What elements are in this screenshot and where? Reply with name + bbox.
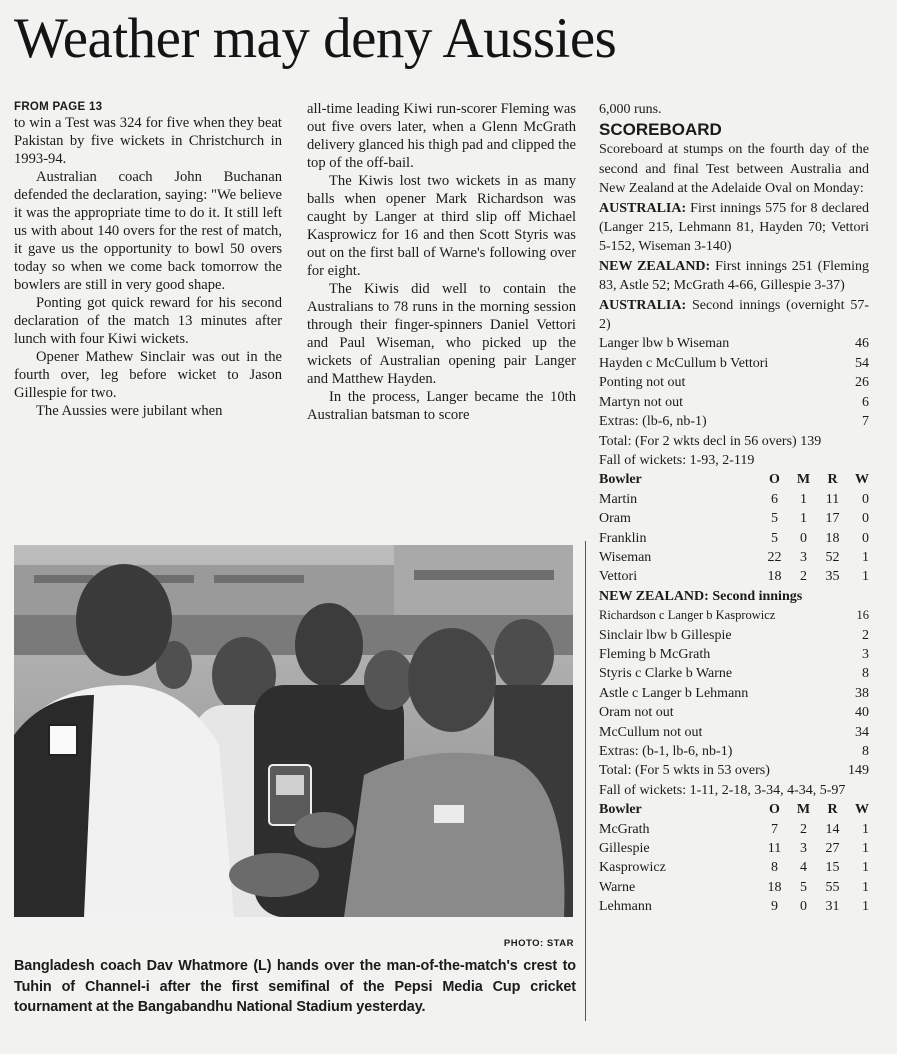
batsman-name: Langer lbw b Wiseman [599, 336, 730, 352]
bowling-row [599, 820, 869, 839]
bowling-figure: 3 [800, 549, 807, 565]
bowling-figure: 18 [825, 530, 840, 546]
batsman-runs: 46 [855, 336, 869, 352]
article-paragraph: Australian coach John Buchanan defended the declaration, saying: "We believe it was the appropriate time to do it. It still left us with about 140 overs for the rest of match, it gave us the opportunity to bowl 50 overs today so when we come back tomorrow the bowlers are still in very good shape. [14, 169, 282, 293]
bowling-figure: 11 [825, 491, 840, 507]
bowling-figure: 5 [800, 879, 807, 895]
bowling-figure: 5 [771, 530, 778, 546]
bowling-figure: 1 [800, 511, 807, 527]
aus-batting-card [599, 334, 869, 431]
bowling-header-cell: Bowler [599, 472, 642, 488]
aus-second-innings: AUSTRALIA: Second innings (overnight 57-2) [599, 297, 869, 333]
aus-bowling-card [599, 820, 869, 917]
bowling-figure: 0 [800, 899, 807, 915]
bowling-row [599, 567, 869, 586]
batsman-runs: 8 [862, 666, 869, 682]
batsman-name: Fleming b McGrath [599, 646, 711, 662]
bowling-figure: 18 [767, 879, 782, 895]
bowling-figure: 1 [862, 569, 869, 585]
batting-row [599, 723, 869, 742]
bowling-header-cell: R [827, 472, 838, 488]
batting-row [599, 703, 869, 722]
bowling-header [599, 470, 869, 489]
scoreboard-intro: Scoreboard at stumps on the fourth day of the second and final Test between Australia and New Zealand at the Adelaide Oval on Monday: [599, 142, 869, 197]
article-paragraph: all-time leading Kiwi run-scorer Fleming was out five overs later, when a Glenn McGrath delivery glanced his thigh pad and clipped the top of the off-bail. [307, 101, 576, 171]
bowling-figure: 0 [862, 530, 869, 546]
batting-row [599, 684, 869, 703]
bowling-figure: 55 [825, 879, 840, 895]
headline: Weather may deny Aussies [14, 7, 617, 70]
bowler-name: Gillespie [599, 841, 650, 857]
batting-row [599, 412, 869, 431]
bowling-figure: 1 [862, 549, 869, 565]
bowling-figure: 1 [862, 879, 869, 895]
bowler-name: Vettori [599, 569, 638, 585]
bowling-header [599, 800, 869, 819]
bowling-figure: 1 [862, 860, 869, 876]
nz-second-innings: NEW ZEALAND: Second innings [599, 588, 803, 604]
batsman-name: Oram not out [599, 705, 674, 721]
batsman-runs: 6 [862, 394, 869, 410]
aus-total: Total: (For 2 wkts decl in 56 overs) 139 [599, 433, 822, 449]
nz-total: Total: (For 5 wkts in 53 overs) 149 [599, 763, 869, 779]
bowling-figure: 17 [825, 511, 840, 527]
batting-row [599, 664, 869, 683]
batsman-runs: 7 [862, 414, 869, 430]
batting-row [599, 354, 869, 373]
bowler-name: Lehmann [599, 899, 652, 915]
batsman-runs: 8 [862, 744, 869, 759]
nz-first-innings: NEW ZEALAND: First innings 251 (Fleming 83, Astle 52; McGrath 4-66, Gillespie 3-37) [599, 258, 869, 294]
scoreboard-title: SCOREBOARD [599, 120, 722, 140]
batsman-name: Ponting not out [599, 375, 686, 391]
bowling-figure: 8 [771, 860, 778, 876]
article-paragraph: Opener Mathew Sinclair was out in the fourth over, leg before wicket to Jason Gillespie for two. [14, 349, 282, 401]
article-continuation: 6,000 runs. [599, 102, 662, 117]
bowling-figure: 3 [800, 841, 807, 857]
bowling-figure: 27 [825, 841, 840, 857]
batting-row [599, 626, 869, 645]
batsman-name: McCullum not out [599, 724, 703, 740]
bowling-figure: 35 [825, 569, 840, 585]
bowling-row [599, 858, 869, 877]
batsman-name: Richardson c Langer b Kasprowicz [599, 608, 776, 623]
batsman-runs: 54 [855, 355, 869, 371]
article-column-2 [307, 100, 576, 424]
bowler-name: Warne [599, 879, 636, 895]
bowling-figure: 7 [771, 821, 778, 837]
bowler-name: McGrath [599, 821, 650, 837]
article-paragraph: Ponting got quick reward for his second declaration of the match 13 minutes after lunch with four Kiwi wickets. [14, 295, 282, 347]
batsman-runs: 26 [855, 375, 869, 391]
bowling-figure: 15 [825, 860, 840, 876]
bowler-name: Kasprowicz [599, 860, 666, 876]
bowling-header-cell: M [796, 472, 811, 488]
aus-first-innings: AUSTRALIA: First innings 575 for 8 declared (Langer 215, Lehmann 81, Hayden 70; Vettori 5-152, Wiseman 3-140) [599, 200, 869, 255]
bowling-row [599, 897, 869, 916]
bowling-header-cell: R [827, 802, 838, 818]
batsman-runs: 34 [855, 724, 869, 740]
batting-row [599, 373, 869, 392]
batsman-runs: 38 [855, 685, 869, 701]
article-paragraph: In the process, Langer became the 10th Australian batsman to score [307, 389, 576, 423]
photo-caption: Bangladesh coach Dav Whatmore (L) hands over the man-of-the-match's crest to Tuhin of Channel-i after the first semifinal of the Pepsi Media Cup cricket tournament at the Bangabandhu National Stadium yesterday. [14, 958, 576, 1015]
bowling-row [599, 509, 869, 528]
batsman-name: Extras: (lb-6, nb-1) [599, 414, 707, 430]
batsman-name: Hayden c McCullum b Vettori [599, 355, 769, 371]
batsman-runs: 3 [862, 646, 869, 662]
bowling-header-cell: Bowler [599, 802, 642, 818]
batting-row [599, 742, 869, 761]
bowling-figure: 6 [771, 491, 778, 507]
nz-batting-card [599, 606, 869, 761]
batsman-name: Extras: (b-1, lb-6, nb-1) [599, 744, 733, 759]
bowling-figure: 22 [767, 549, 782, 565]
bowling-figure: 11 [767, 841, 782, 857]
batsman-runs: 2 [862, 627, 869, 643]
article-paragraph: The Aussies were jubilant when [36, 403, 223, 419]
column-divider [585, 541, 586, 1021]
bowling-header-cell: W [855, 802, 869, 818]
bowling-figure: 2 [800, 821, 807, 837]
page-jump-kicker: FROM PAGE 13 [14, 101, 103, 113]
bowling-row [599, 839, 869, 858]
batsman-runs: 16 [856, 608, 869, 623]
bowling-figure: 0 [800, 530, 807, 546]
batsman-name: Martyn not out [599, 394, 683, 410]
scoreboard-column [599, 100, 869, 917]
news-photo [14, 545, 573, 917]
bowling-figure: 0 [862, 511, 869, 527]
bowling-figure: 52 [825, 549, 840, 565]
nz-fall-of-wickets: Fall of wickets: 1-11, 2-18, 3-34, 4-34, 5-97 [599, 782, 846, 798]
batsman-name: Styris c Clarke b Warne [599, 666, 733, 682]
bowler-name: Franklin [599, 530, 647, 546]
bowling-figure: 9 [771, 899, 778, 915]
bowling-figure: 2 [800, 569, 807, 585]
batting-row [599, 645, 869, 664]
bowling-figure: 14 [825, 821, 840, 837]
article-column-1 [14, 100, 282, 420]
article-paragraph: The Kiwis did well to contain the Australians to 78 runs in the morning session through their finger-spinners Daniel Vettori and Paul Wiseman, who picked up the wickets of Australian opening pair Langer and Matthew Hayden. [307, 281, 576, 387]
bowling-row [599, 490, 869, 509]
bowling-figure: 5 [771, 511, 778, 527]
batting-row [599, 606, 869, 625]
bowler-name: Oram [599, 511, 631, 527]
bowling-header-cell: O [769, 472, 780, 488]
batsman-name: Sinclair lbw b Gillespie [599, 627, 732, 643]
batting-row [599, 393, 869, 412]
batsman-runs: 40 [855, 705, 869, 721]
batting-row [599, 334, 869, 353]
bowler-name: Martin [599, 491, 638, 507]
bowling-figure: 4 [800, 860, 807, 876]
bowling-row [599, 529, 869, 548]
photo-illustration [14, 545, 573, 917]
bowling-header-cell: O [769, 802, 780, 818]
bowling-figure: 1 [800, 491, 807, 507]
photo-credit: PHOTO: STAR [503, 938, 574, 949]
bowling-figure: 1 [862, 841, 869, 857]
bowling-figure: 0 [862, 491, 869, 507]
article-paragraph: to win a Test was 324 for five when they beat Pakistan by five wickets in Christchurch in 1993-94. [14, 115, 282, 167]
bowling-header-cell: M [796, 802, 811, 818]
aus-fall-of-wickets: Fall of wickets: 1-93, 2-119 [599, 452, 755, 468]
bowler-name: Wiseman [599, 549, 652, 565]
bowling-figure: 31 [825, 899, 840, 915]
bowling-row [599, 878, 869, 897]
bowling-figure: 1 [862, 821, 869, 837]
bowling-figure: 18 [767, 569, 782, 585]
nz-bowling-card [599, 490, 869, 587]
bowling-figure: 1 [862, 899, 869, 915]
article-paragraph: The Kiwis lost two wickets in as many balls when opener Mark Richardson was caught by Langer at third slip off Michael Kasprowicz for 16 and then Scott Styris was out on the first ball of Warne's following over for eight. [307, 173, 576, 279]
batsman-name: Astle c Langer b Lehmann [599, 685, 749, 701]
bowling-row [599, 548, 869, 567]
bowling-header-cell: W [855, 472, 869, 488]
